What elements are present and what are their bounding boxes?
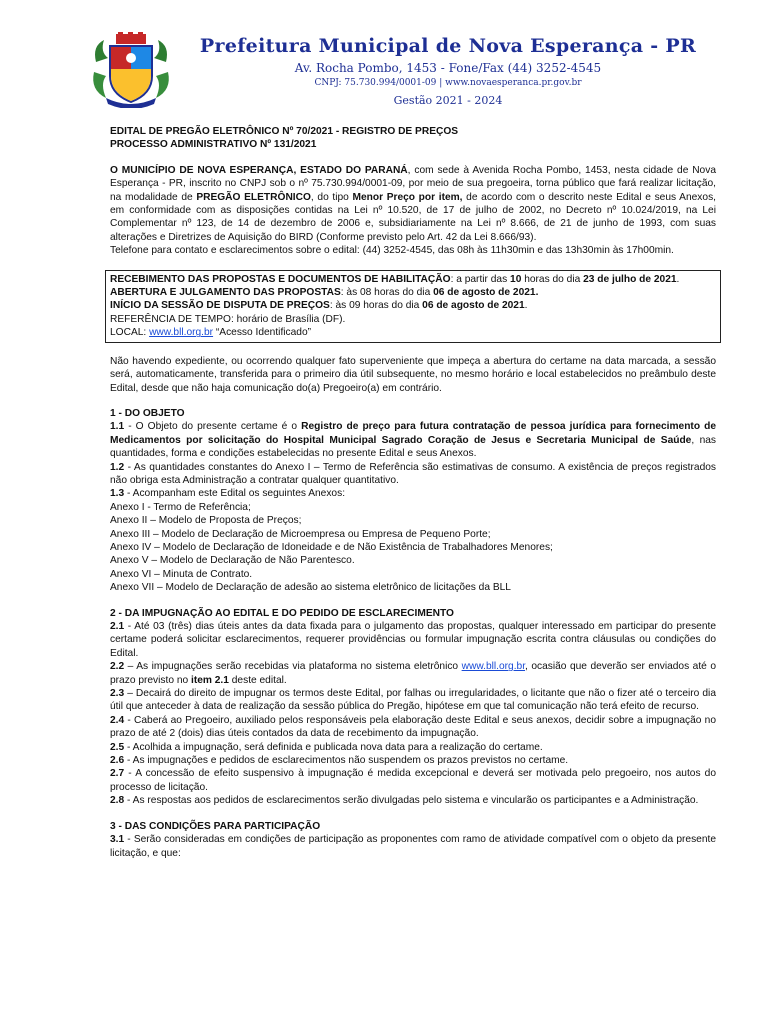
document-title: EDITAL DE PREGÃO ELETRÔNICO Nº 70/2021 - REGISTRO DE PREÇOS [110,126,459,137]
letterhead [84,30,724,112]
process-number: PROCESSO ADMINISTRATIVO Nº 131/2021 [110,139,317,151]
schedule-receipt: RECEBIMENTO DAS PROPOSTAS E DOCUMENTOS DE HABILITAÇÃO: a partir das 10 horas do dia 23 de julho de 2021. [110,273,680,285]
clause-2-1: 2.1 - Até 03 (três) dias úteis antes da data fixada para o julgamento das propostas, qualquer interessado em participar do presente certame poderá solicitar esclarecimentos, requerer providências ou formular impugnação escrita contra cláusulas ou condições do Edital. [110,621,716,659]
time-reference: REFERÊNCIA DE TEMPO: horário de Brasília (DF). [110,313,346,325]
municipality-name: Prefeitura Municipal de Nova Esperança - PR [199,35,697,57]
clause-2-8: 2.8 - As respostas aos pedidos de esclarecimentos serão divulgadas pelo sistema e vincularão os participantes e a Administração. [110,795,699,807]
annex-item: Anexo V – Modelo de Declaração de Não Parentesco. [110,555,355,567]
bll-link[interactable]: www.bll.org.br [461,661,526,673]
clause-2-3: 2.3 – Decairá do direito de impugnar os termos deste Edital, por falhas ou irregularidades, o licitante que não o fizer até o terceiro dia útil que anteceder à data de realização da sessão pública do Pregão, hipótese em que tal comunicação não terá efeito de recurso. [110,688,716,713]
annex-item: Anexo I - Termo de Referência; [110,501,251,513]
preamble: O MUNICÍPIO DE NOVA ESPERANÇA, ESTADO DO PARANÁ, com sede à Avenida Rocha Pombo, 1453, nesta cidade de Nova Esperança - PR, inscrito no CNPJ sob o nº 75.730.994/0001-09, por meio de sua pregoeira, torna público que fará realizar licitação, na modalidade de PREGÃO ELETRÔNICO, do tipo Menor Preço por item, de acordo com o descrito neste Edital e seus Anexos, em conformidade com as disposições contidas na Lei nº 10.520, de 17 de julho de 2002, no Decreto nº 10.024/2019, na Lei Complementar nº 123, de 14 de dezembro de 2006 e, subsidiariamente na Lei nº 8.666, de 21 de junho de 1993, com suas alterações e Diretrizes de Aquisição do BIRD (Conforme previsto pelo Art. 42 da Lei 8.666/93). [110,164,716,243]
municipal-coat-of-arms-icon [90,32,172,108]
contact-phone: Telefone para contato e esclarecimentos sobre o edital: (44) 3252-4545, das 08h às 11h30min e das 13h30min às 17h00min. [110,245,674,257]
clause-2-7: 2.7 - A concessão de efeito suspensivo à impugnação é medida excepcional e deverá ser motivada pelo pregoeiro, nos autos do processo de licitação. [110,768,716,793]
clause-3-1: 3.1 - Serão consideradas em condições de participação as proponentes com ramo de atividade compatível com o objeto da presente licitação, e que: [110,834,716,859]
administration-term: Gestão 2021 - 2024 [393,94,503,107]
clause-2-4: 2.4 - Caberá ao Pregoeiro, auxiliado pelos responsáveis pela elaboração deste Edital e seus anexos, decidir sobre a impugnação no prazo de até 2 (dois) dias úteis contados da data de recebimento da impugnação. [110,714,716,740]
clause-2-2: 2.2 – As impugnações serão recebidas via plataforma no sistema eletrônico www.bll.org.br, ocasião que deverão ser enviados até o prazo previsto no item 2.1 deste edital. [110,661,716,686]
section-3-heading: 3 - DAS CONDIÇÕES PARA PARTICIPAÇÃO [110,820,321,832]
location: LOCAL: www.bll.org.br “Acesso Identificado” [110,327,312,339]
municipality-cnpj-site: CNPJ: 75.730.994/0001-09 | www.novaesperanca.pr.gov.br [314,78,582,88]
annex-item: Anexo IV – Modelo de Declaração de Idoneidade e de Não Existência de Trabalhadores Menores; [110,541,553,553]
municipality-address: Av. Rocha Pombo, 1453 - Fone/Fax (44) 3252-4545 [294,61,602,75]
notice-paragraph: Não havendo expediente, ou ocorrendo qualquer fato superveniente que impeça a abertura do certame na data marcada, a sessão será, automaticamente, transferida para o primeiro dia útil subsequente, no mesmo horário e local estabelecidos no preâmbulo deste Edital, desde que não haja comunicação do(a) Pregoeiro(a) em contrário. [110,355,716,394]
clause-1-2: 1.2 - As quantidades constantes do Anexo I – Termo de Referência são estimativas de consumo. A existência de preços registrados não obriga esta Administração a contratar qualquer quantitativo. [110,461,716,486]
clause-1-3: 1.3 - Acompanham este Edital os seguintes Anexos: [110,488,346,500]
clause-2-5: 2.5 - Acolhida a impugnação, será definida e publicada nova data para a realização do certame. [110,741,543,753]
annex-item: Anexo II – Modelo de Proposta de Preços; [110,515,302,527]
annex-item: Anexo III – Modelo de Declaração de Microempresa ou Empresa de Pequeno Porte; [110,528,491,540]
section-1-heading: 1 - DO OBJETO [110,407,185,419]
schedule-dispute: INÍCIO DA SESSÃO DE DISPUTA DE PREÇOS: às 09 horas do dia 06 de agosto de 2021. [110,300,528,312]
clause-2-6: 2.6 - As impugnações e pedidos de esclarecimentos não suspendem os prazos previstos no certame. [110,755,569,767]
annex-item: Anexo VII – Modelo de Declaração de adesão ao sistema eletrônico de licitações da BLL [110,582,511,594]
document-body [110,125,716,860]
bll-link[interactable]: www.bll.org.br [149,327,214,339]
schedule-opening: ABERTURA E JULGAMENTO DAS PROPOSTAS: às 08 horas do dia 06 de agosto de 2021. [110,287,539,299]
schedule-box [105,270,721,343]
clause-1-1: 1.1 - O Objeto do presente certame é o Registro de preço para futura contratação de pessoa jurídica para fornecimento de Medicamentos por solicitação do Hospital Municipal Sagrado Coração de Jesus e Secretaria Municipal de Saúde, nas quantidades, forma e condições estabelecidas no presente Edital e seus Anexos. [110,421,716,460]
section-2-heading: 2 - DA IMPUGNAÇÃO AO EDITAL E DO PEDIDO DE ESCLARECIMENTO [110,607,454,619]
annex-item: Anexo VI – Minuta de Contrato. [110,568,253,580]
